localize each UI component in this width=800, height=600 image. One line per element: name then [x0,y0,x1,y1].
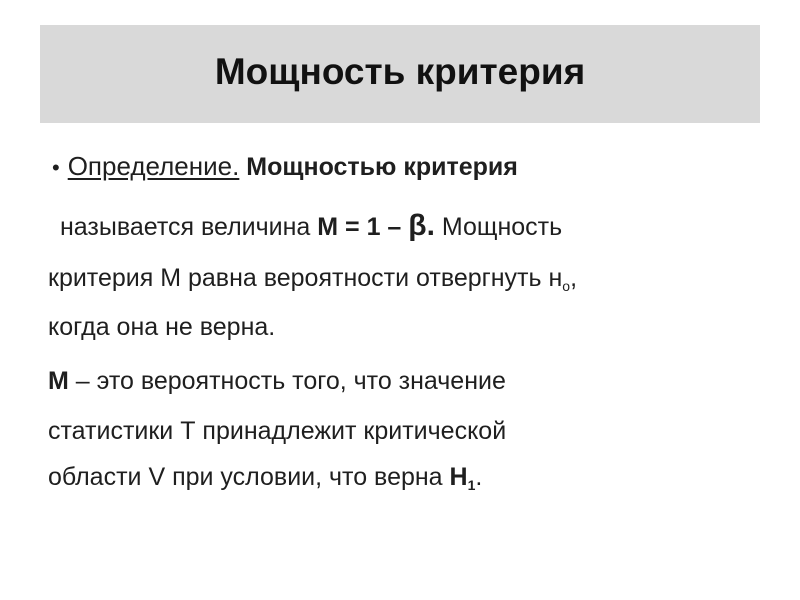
definition-label: Определение. [67,151,240,181]
hypothesis-h0: н [548,264,563,292]
explanation-line-2: статистики Т принадлежит критической [48,417,507,445]
formula-beta: β. [408,209,435,242]
explanation-line-3 [48,462,482,492]
slide-title: Мощность критерия [214,51,586,92]
formula-power: М = 1 – [317,213,409,241]
bullet-icon: • [52,155,60,180]
power-symbol: М [48,367,69,395]
hypothesis-h1-subscript: 1 [467,477,476,493]
definition-line-2 [60,211,562,242]
line7-text-a: области V при условии, что верна [48,463,450,491]
definition-line-4: когда она не верна. [48,313,276,341]
line3-text-a: критерия М равна вероятности отвергнуть [48,264,549,292]
definition-line [52,151,518,183]
line3-text-b: , [570,264,578,292]
line2-text-a: называется величина [60,213,318,241]
line2-text-b: Мощность [434,213,563,241]
line7-text-b: . [475,463,483,491]
hypothesis-h0-subscript: о [562,278,571,294]
explanation-line-1 [48,366,506,396]
definition-head: Мощностью критерия [239,153,518,181]
line5-text: – это вероятность того, что значение [68,367,506,395]
hypothesis-h1: Н [449,463,468,491]
definition-line-3 [48,263,577,293]
